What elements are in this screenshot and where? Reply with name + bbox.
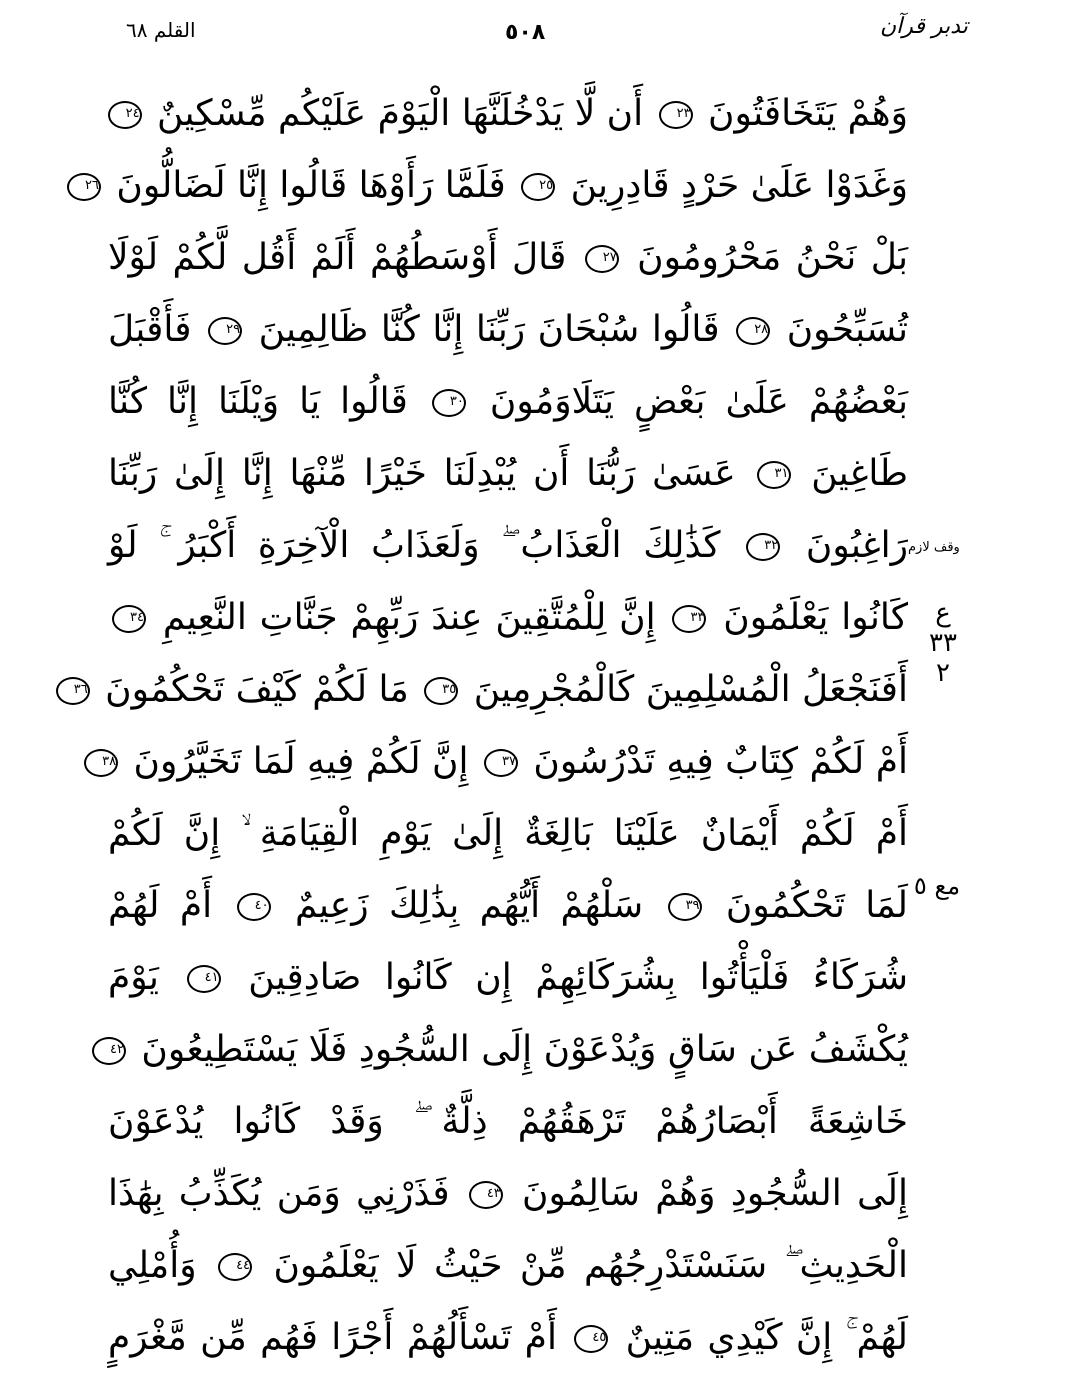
verse-line bbox=[108, 1302, 908, 1374]
ayah-number-marker: ٣٧ bbox=[484, 749, 518, 777]
verse-text: فَذَرْنِي وَمَن يُكَذِّبُ بِهَٰذَا bbox=[108, 1173, 450, 1214]
verse-text: أَفَنَجْعَلُ الْمُسْلِمِينَ كَالْمُجْرِمِينَ bbox=[473, 669, 908, 710]
ayah-number-marker: ٣٦ bbox=[56, 677, 90, 705]
verse-line bbox=[108, 942, 908, 1014]
ayah-number-marker: ٤٤ bbox=[218, 1253, 252, 1281]
verse-text: وَأُمْلِي bbox=[108, 1245, 197, 1286]
ayah-number-marker: ٣٨ bbox=[84, 749, 118, 777]
verse-text: أَمْ لَكُمْ أَيْمَانٌ عَلَيْنَا بَالِغَةٌ إِلَىٰ يَوْمِ الْقِيَامَةِ ۙ إِنَّ لَكُمْ bbox=[108, 813, 908, 854]
book-title: تدبر قرآن bbox=[880, 14, 968, 39]
verse-text: إِنَّ لَكُمْ فِيهِ لَمَا تَخَيَّرُونَ bbox=[133, 741, 469, 782]
verse-line bbox=[73, 654, 908, 726]
verse-line bbox=[108, 582, 908, 654]
verse-text: أَن لَّا يَدْخُلَنَّهَا الْيَوْمَ عَلَيْكُم مِّسْكِينٌ bbox=[157, 93, 644, 134]
verse-text: مَا لَكُمْ كَيْفَ تَحْكُمُونَ bbox=[105, 669, 409, 710]
verse-text: الْحَدِيثِ ۖ سَنَسْتَدْرِجُهُم مِّنْ حَيْثُ لَا يَعْلَمُونَ bbox=[273, 1245, 908, 1286]
verse-line bbox=[108, 510, 908, 582]
page-header bbox=[0, 8, 1071, 48]
verse-text: أَمْ لَكُمْ كِتَابٌ فِيهِ تَدْرُسُونَ bbox=[533, 741, 908, 782]
verse-text: كَانُوا يَعْلَمُونَ bbox=[723, 597, 908, 638]
verse-line bbox=[108, 1158, 908, 1230]
verse-line bbox=[108, 294, 908, 366]
ayah-number-marker: ٣٣ bbox=[672, 605, 706, 633]
ayah-number-marker: ٣٥ bbox=[424, 677, 458, 705]
ayah-number-marker: ٤٣ bbox=[469, 1181, 503, 1209]
waqf-lazim-note: وقف لازم bbox=[908, 540, 960, 555]
verse-text: قَالَ أَوْسَطُهُمْ أَلَمْ أَقُل لَّكُمْ لَوْلَا bbox=[108, 237, 567, 278]
ayah-number-marker: ٢٤ bbox=[108, 101, 142, 129]
verse-line bbox=[108, 1086, 908, 1158]
verse-text: كَذَٰلِكَ الْعَذَابُ ۖ وَلَعَذَابُ الْآخِرَةِ أَكْبَرُ ۚ لَوْ bbox=[108, 525, 721, 566]
verse-text: يَوْمَ bbox=[108, 957, 159, 998]
verse-line bbox=[108, 222, 908, 294]
verse-text: لَهُمْ ۚ إِنَّ كَيْدِي مَتِينٌ bbox=[625, 1317, 908, 1358]
verse-line bbox=[102, 726, 908, 798]
verse-text: إِنَّ لِلْمُتَّقِينَ عِندَ رَبِّهِمْ جَنَّاتِ النَّعِيمِ bbox=[162, 597, 656, 638]
verse-text: لَمَا تَحْكُمُونَ bbox=[725, 885, 909, 926]
verse-line bbox=[108, 798, 908, 870]
verse-text: فَأَقْبَلَ bbox=[108, 309, 192, 350]
ayah-number-marker: ٢٥ bbox=[521, 173, 555, 201]
verse-line bbox=[108, 1014, 908, 1086]
verse-text: وَهُمْ يَتَخَافَتُونَ bbox=[708, 93, 908, 134]
ayah-number-marker: ٤٢ bbox=[92, 1037, 126, 1065]
verse-text: شُرَكَاءُ فَلْيَأْتُوا بِشُرَكَائِهِمْ إِن كَانُوا صَادِقِينَ bbox=[248, 957, 908, 998]
verse-line bbox=[84, 150, 908, 222]
ayah-number-marker: ٢٨ bbox=[736, 317, 770, 345]
verse-text: عَسَىٰ رَبُّنَا أَن يُبْدِلَنَا خَيْرًا مِّنْهَا إِنَّا إِلَىٰ رَبِّنَا bbox=[108, 453, 736, 494]
verse-text: وَغَدَوْا عَلَىٰ حَرْدٍ قَادِرِينَ bbox=[570, 165, 908, 206]
ayah-number-marker: ٢٣ bbox=[659, 101, 693, 129]
ayah-number-marker: ٣٠ bbox=[432, 389, 466, 417]
verse-text: طَاغِينَ bbox=[811, 453, 908, 494]
ayah-number-marker: ٤٠ bbox=[237, 893, 271, 921]
verse-text: فَلَمَّا رَأَوْهَا قَالُوا إِنَّا لَضَالُّونَ bbox=[116, 165, 506, 206]
ayah-number-marker: ٣١ bbox=[757, 461, 791, 489]
verse-text: يُكْشَفُ عَن سَاقٍ وَيُدْعَوْنَ إِلَى السُّجُودِ فَلَا يَسْتَطِيعُونَ bbox=[141, 1029, 908, 1070]
verse-text: خَاشِعَةً أَبْصَارُهُمْ تَرْهَقُهُمْ ذِلَّةٌ ۖ وَقَدْ كَانُوا يُدْعَوْنَ bbox=[108, 1101, 908, 1142]
quran-text-block bbox=[73, 78, 909, 1378]
verse-text: سَلْهُمْ أَيُّهُم بِذَٰلِكَ زَعِيمٌ bbox=[294, 885, 644, 926]
ayah-number-marker: ٢٦ bbox=[67, 173, 101, 201]
verse-line bbox=[108, 870, 908, 942]
verse-text: بَلْ نَحْنُ مَحْرُومُونَ bbox=[637, 237, 909, 278]
verse-line bbox=[108, 78, 908, 150]
verse-text: تُسَبِّحُونَ bbox=[786, 309, 908, 350]
ayah-number-marker: ٢٧ bbox=[585, 245, 619, 273]
verse-line bbox=[108, 438, 908, 510]
verse-text: أَمْ لَهُمْ bbox=[108, 885, 213, 926]
mim-marker: مع ٥ bbox=[913, 872, 961, 900]
ayah-number-marker: ٤٥ bbox=[574, 1325, 608, 1353]
page-number: ٥٠٨ bbox=[505, 20, 546, 45]
verse-line bbox=[108, 1230, 908, 1302]
verse-text: إِلَى السُّجُودِ وَهُمْ سَالِمُونَ bbox=[522, 1173, 908, 1214]
verse-text: أَمْ تَسْأَلُهُمْ أَجْرًا فَهُم مِّن مَّغْرَمٍ bbox=[108, 1317, 557, 1358]
ayah-number-marker: ٣٤ bbox=[112, 605, 146, 633]
verse-line bbox=[108, 366, 908, 438]
verse-text: قَالُوا يَا وَيْلَنَا إِنَّا كُنَّا bbox=[108, 381, 408, 422]
ayah-number-marker: ٣٩ bbox=[668, 893, 702, 921]
ayah-number-marker: ٢٩ bbox=[208, 317, 242, 345]
verse-text: رَاغِبُونَ bbox=[805, 525, 908, 566]
verse-text: بَعْضُهُمْ عَلَىٰ بَعْضٍ يَتَلَاوَمُونَ bbox=[489, 381, 909, 422]
verse-text: قَالُوا سُبْحَانَ رَبِّنَا إِنَّا كُنَّا ظَالِمِينَ bbox=[258, 309, 720, 350]
ayah-number-marker: ٤١ bbox=[187, 965, 221, 993]
ruku-marker: ع ٣٣ ٢ bbox=[929, 598, 957, 688]
surah-name: القلم ٦٨ bbox=[126, 18, 196, 42]
ayah-number-marker: ٣٢ bbox=[746, 533, 780, 561]
